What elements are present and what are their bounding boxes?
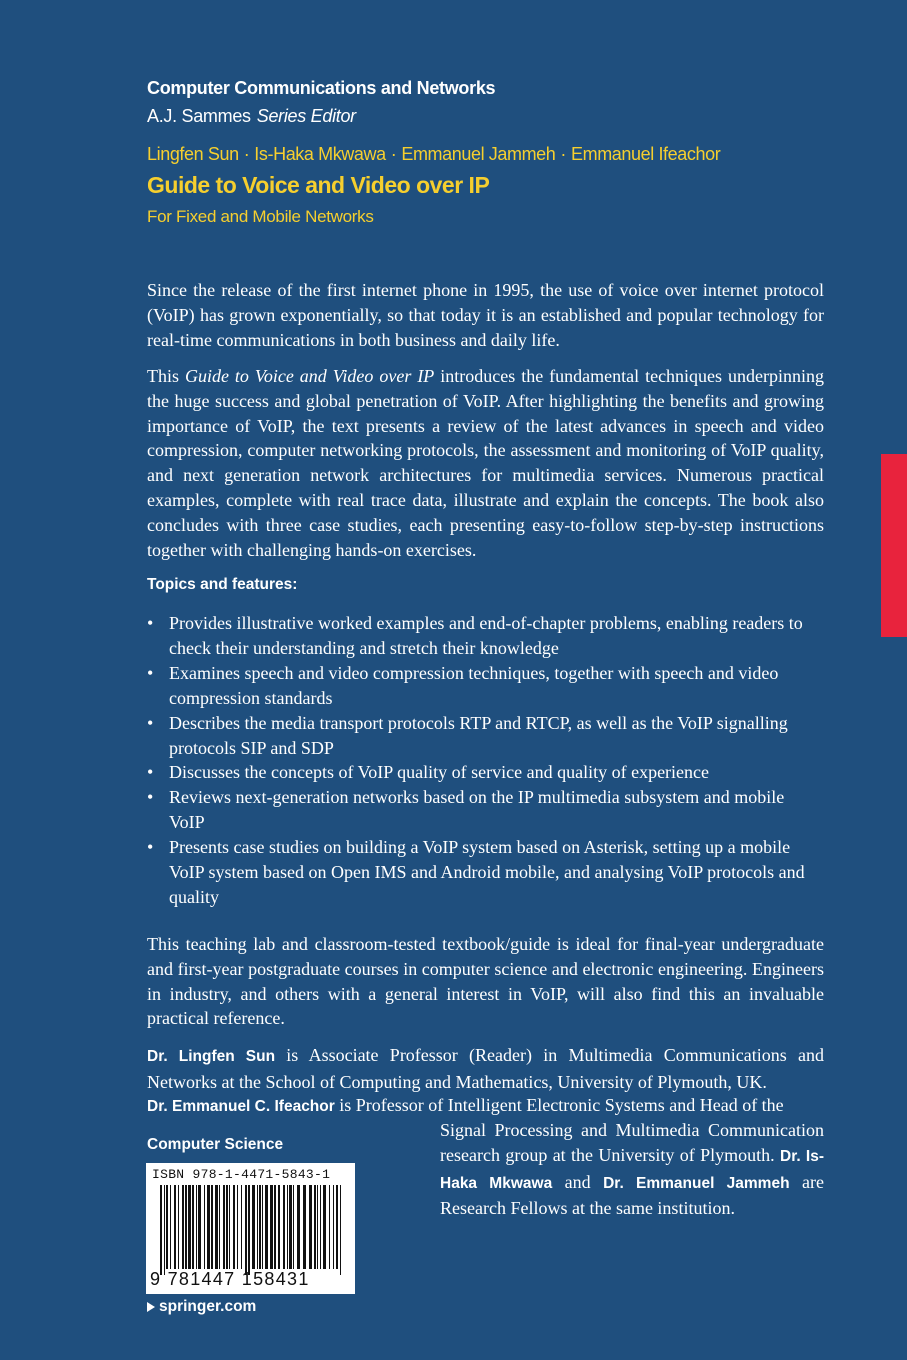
barcode-bar	[262, 1185, 263, 1269]
barcode-bar	[333, 1185, 334, 1269]
barcode-bar	[178, 1185, 179, 1269]
series-editor-role: Series Editor	[256, 106, 356, 126]
author-separator: ·	[243, 144, 250, 164]
barcode-bar	[257, 1185, 258, 1269]
description-p2-text: introduces the fundamental techniques underpinning the huge success and global penetration of VoIP. After highlighting the benefits and growing importance of VoIP, the text presents a review of the latest advances in speech and video compression, computer networking protocols, the assessment and monitoring of VoIP quality, and next generation network architectures for multimedia services. Numerous practical examples, complete with real trace data, illustrate and explain the concepts. The book also concludes with three case studies, each presenting easy-to-follow step-by-step instructions together with challenging hands-on exercises.	[147, 366, 824, 560]
description-p2-prefix: This	[147, 366, 185, 386]
barcode-bar	[223, 1185, 225, 1269]
barcode-bar	[192, 1185, 194, 1269]
author-name: Emmanuel Ifeachor	[571, 144, 721, 164]
bullet-icon: •	[147, 837, 154, 858]
barcode-bar	[317, 1185, 318, 1269]
list-item	[147, 835, 824, 910]
barcode-bar	[207, 1185, 210, 1269]
description-paragraph-2	[147, 364, 824, 562]
barcode-bar	[188, 1185, 191, 1269]
description-paragraph-3: This teaching lab and classroom-tested textbook/guide is ideal for final-year undergraduate and first-year postgraduate courses in computer science and electronic engineering. Engineers in industry, and others with a general interest in VoIP, will also find this an invaluable practical reference.	[147, 934, 824, 1029]
barcode-bar	[204, 1185, 205, 1269]
barcode-bar	[245, 1185, 247, 1275]
barcode-digits: 9 781447 158431	[150, 1269, 310, 1289]
bullet-icon: •	[147, 787, 154, 808]
topic-text: Describes the media transport protocols RTP and RTCP, as well as the VoIP signalling protocols SIP and SDP	[169, 712, 788, 758]
list-item	[147, 661, 824, 711]
barcode-bar	[314, 1185, 316, 1269]
barcode-bar	[248, 1185, 250, 1275]
description-paragraph-1: Since the release of the first internet phone in 1995, the use of voice over internet protocol (VoIP) has grown exponentially, so that today it is an established and popular technology for real-time communications in both business and daily life.	[147, 280, 824, 350]
isbn-label: ISBN 978-1-4471-5843-1	[152, 1167, 331, 1182]
isbn-barcode	[146, 1163, 355, 1294]
barcode-bar	[340, 1185, 341, 1275]
barcode-bar	[226, 1185, 228, 1269]
author-name: Emmanuel Jammeh	[401, 144, 556, 164]
publisher-url: springer.com	[159, 1298, 257, 1315]
barcode-bar	[320, 1185, 321, 1269]
list-item	[147, 785, 824, 835]
author-separator: ·	[560, 144, 567, 164]
barcode-bar	[211, 1185, 213, 1269]
bio-name: Dr. Emmanuel Jammeh	[603, 1174, 790, 1192]
barcode-bar	[297, 1185, 300, 1269]
list-item	[147, 611, 824, 661]
bio-name: Dr. Emmanuel C. Ifeachor	[147, 1098, 335, 1115]
barcode-bar	[185, 1185, 187, 1269]
barcode-bar	[229, 1185, 230, 1269]
barcode-bar	[278, 1185, 280, 1269]
bullet-icon: •	[147, 712, 154, 733]
author-name: Lingfen Sun	[147, 144, 239, 164]
topic-text: Provides illustrative worked examples and end-of-chapter problems, enabling readers to check their understanding and stretch their knowledge	[169, 613, 803, 658]
topic-text: Presents case studies on building a VoIP system based on Asterisk, setting up a mobile VoIP system based on Open IMS and Android mobile, and analysing VoIP protocols and quality	[169, 837, 805, 907]
barcode-bar	[174, 1185, 176, 1269]
barcode-bar	[252, 1185, 255, 1269]
bullet-icon: •	[147, 762, 154, 783]
barcode-bar	[166, 1185, 168, 1269]
author-bio-continued	[440, 1118, 824, 1221]
barcode-bar	[219, 1185, 220, 1269]
topics-heading: Topics and features:	[147, 576, 298, 593]
red-edge-tab	[881, 454, 907, 637]
description-p2-book-title: Guide to Voice and Video over IP	[184, 366, 435, 386]
bio-text: Signal Processing and Multimedia Communication research group at the University of Plymouth.	[440, 1120, 824, 1165]
publisher-link[interactable]	[147, 1298, 256, 1316]
arrow-right-icon	[147, 1302, 155, 1312]
barcode-bar	[259, 1185, 261, 1269]
barcode-bar	[309, 1185, 312, 1269]
barcode-bar	[196, 1185, 197, 1269]
topic-text: Reviews next-generation networks based on the IP multimedia subsystem and mobile VoIP	[169, 787, 785, 833]
list-item	[147, 711, 824, 761]
book-subtitle: For Fixed and Mobile Networks	[147, 207, 374, 226]
barcode-bar	[215, 1185, 218, 1269]
barcode-bar	[303, 1185, 306, 1269]
barcode-bar	[336, 1185, 338, 1269]
barcode-bar	[287, 1185, 288, 1269]
bio-text: is Professor of Intelligent Electronic Systems and Head of the	[334, 1095, 784, 1115]
bio-text: is Associate Professor (Reader) in Multimedia Communications and Networks at the School of Computing and Mathematics, University of Plymouth, UK.	[147, 1045, 824, 1092]
barcode-bar	[241, 1185, 242, 1269]
bio-text: are Research Fellows at the same institution.	[440, 1171, 824, 1219]
barcode-bar	[170, 1185, 171, 1269]
barcode-bar	[289, 1185, 292, 1269]
author-separator: ·	[390, 144, 397, 164]
series-editor	[147, 106, 356, 127]
author-name: Is-Haka Mkwawa	[254, 144, 386, 164]
barcode-bar	[293, 1185, 294, 1269]
barcode-bar	[270, 1185, 273, 1269]
barcode-bar	[182, 1185, 184, 1269]
bio-name: Dr. Lingfen Sun	[147, 1048, 276, 1065]
bullet-icon: •	[147, 613, 154, 633]
barcode-bar	[265, 1185, 268, 1269]
topics-list	[147, 611, 824, 910]
author-bio-sun	[147, 1043, 824, 1095]
list-item	[147, 760, 824, 785]
subject-category: Computer Science	[147, 1136, 284, 1153]
barcode-bar	[233, 1185, 235, 1269]
author-bio-ifeachor	[147, 1093, 824, 1120]
series-editor-name: A.J. Sammes	[147, 106, 251, 126]
bullet-icon: •	[147, 662, 154, 683]
barcode-bar	[237, 1185, 238, 1269]
barcode-bar	[164, 1185, 165, 1275]
barcode-bar	[160, 1185, 162, 1275]
barcode-bar	[283, 1185, 285, 1269]
topic-text: Discusses the concepts of VoIP quality of service and quality of experience	[169, 762, 710, 783]
barcode-bar	[274, 1185, 276, 1269]
book-title: Guide to Voice and Video over IP	[147, 172, 490, 198]
topic-text: Examines speech and video compression techniques, together with speech and video compression standards	[169, 662, 779, 708]
bio-name: Dr. Is-Haka Mkwawa	[440, 1147, 824, 1192]
barcode-bar	[198, 1185, 201, 1269]
bio-text: and	[552, 1171, 604, 1192]
barcode-bar	[329, 1185, 330, 1269]
series-title: Computer Communications and Networks	[147, 78, 496, 98]
author-list	[147, 144, 720, 165]
barcode-bar	[323, 1185, 326, 1269]
